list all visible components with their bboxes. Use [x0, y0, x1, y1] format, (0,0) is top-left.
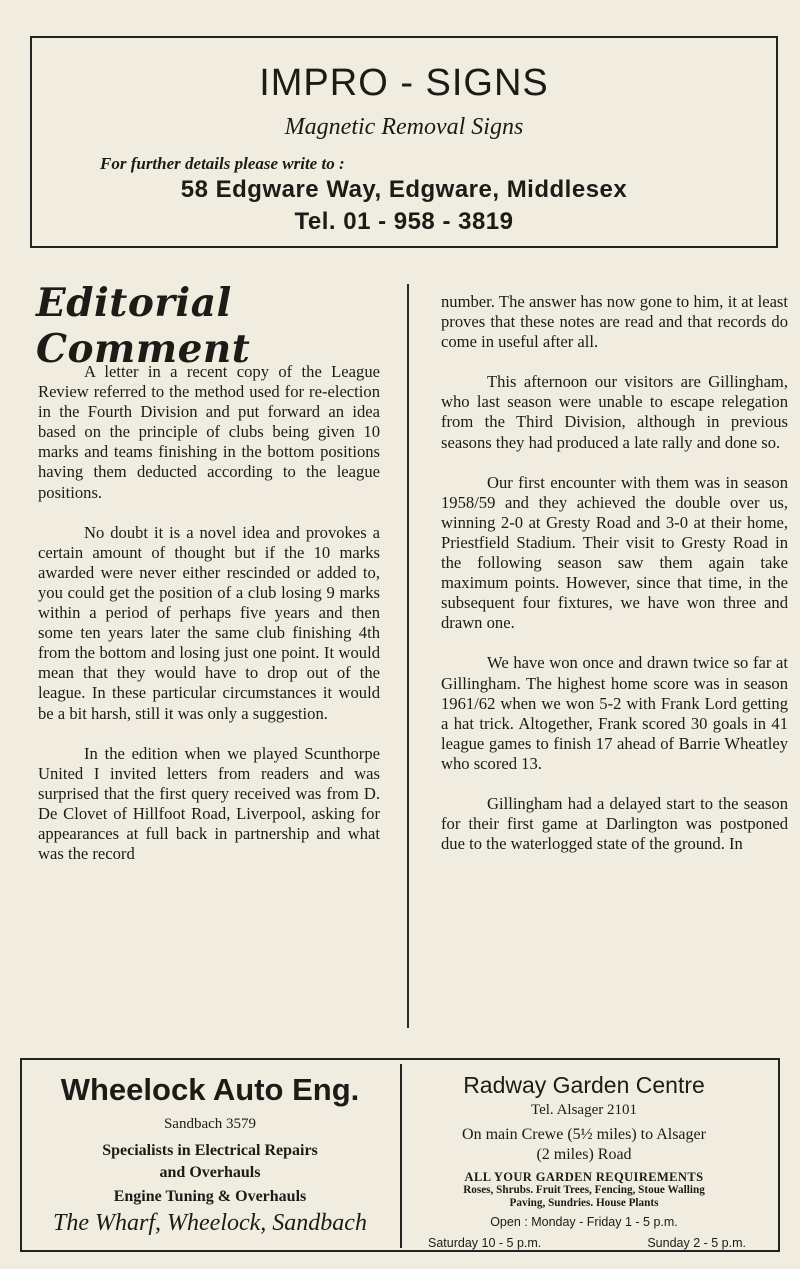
editorial-paragraph: In the edition when we played Scunthorpe United I invited letters from readers and was surprised that the first query received was from D. De Clovet of Hillfoot Road, Liverpool, asking for appearances at full back in partnership and what was the record	[38, 743, 380, 864]
editorial-paragraph: Gillingham had a delayed start to the season for their first game at Darlington was postponed due to the waterlogged state of the ground. In	[441, 793, 788, 854]
editorial-paragraph: A letter in a recent copy of the League Review referred to the method used for re-election in the Fourth Division and put forward an idea based on the principle of clubs being given 10 marks and teams finishing in the bottom positions having them deducted according to the league positions.	[38, 362, 380, 502]
radway-items-continued: Paving, Sundries. House Plants	[509, 1197, 659, 1209]
editorial-paragraph: This afternoon our visitors are Gillingham, who last season were unable to escape relegation from the Third Division, although in previous seasons they had produced a late rally and done so.	[441, 372, 788, 452]
editorial-heading: Editorial Comment	[36, 280, 251, 372]
wheelock-name: Wheelock Auto Eng.	[60, 1072, 360, 1107]
bottom-adverts	[20, 1058, 780, 1252]
radway-requirements: ALL YOUR GARDEN REQUIREMENTS	[464, 1170, 704, 1184]
radway-weekday-hours: Open : Monday - Friday 1 - 5 p.m.	[490, 1215, 678, 1229]
advert-telephone: Tel. 01 - 958 - 3819	[294, 208, 514, 235]
editorial-paragraph: number. The answer has now gone to him, it at least proves that these notes are read and that records do come in useful after all.	[441, 292, 788, 352]
advert-address: 58 Edgware Way, Edgware, Middlesex	[180, 176, 628, 203]
editorial-paragraph: We have won once and drawn twice so far at Gillingham. The highest home score was in season 1961/62 when we won 5-2 with Frank Lord getting a hat trick. Altogether, Frank scored 30 goals in 41 league games to finish 17 ahead of Barrie Wheatley who scored 13.	[441, 653, 788, 773]
column-divider	[407, 284, 409, 1028]
radway-route-continued: (2 miles) Road	[536, 1146, 632, 1163]
wheelock-specialism: Specialists in Electrical Repairs	[102, 1142, 318, 1159]
radway-telephone: Tel. Alsager 2101	[530, 1102, 637, 1118]
editorial-left-column	[38, 362, 380, 884]
advert-title: IMPRO - SIGNS	[259, 62, 549, 104]
radway-items: Roses, Shrubs. Fruit Trees, Fencing, Stoue Walling	[463, 1184, 705, 1196]
wheelock-specialism-continued: and Overhauls	[159, 1164, 261, 1181]
advert-subtitle: Magnetic Removal Signs	[284, 114, 524, 140]
impro-signs-advert	[30, 36, 778, 248]
advert-details-text: For further details please write to :	[100, 154, 345, 173]
editorial-paragraph: Our first encounter with them was in season 1958/59 and they achieved the double over us, winning 2-0 at Gresty Road and 3-0 at their home, Priestfield Stadium. Their visit to Gresty Road in the following season saw them again take maximum points. However, since that time, in the subsequent four fixtures, we have won three and drawn one.	[441, 472, 788, 633]
radway-sunday-hours: Sunday 2 - 5 p.m.	[647, 1236, 746, 1250]
editorial-paragraph: No doubt it is a novel idea and provokes a certain amount of thought but if the 10 marks awarded were never either rescinded or added to, you could get the position of a club losing 9 marks within a period of perhaps five years and then some ten years later the same club finishing 4th from the bottom and losing just one point. It would mean that they would have to drop out of the league. In these particular circumstances it would be a bit harsh, still it was only a suggestion.	[38, 522, 380, 723]
wheelock-tuning: Engine Tuning & Overhauls	[113, 1188, 307, 1205]
radway-route: On main Crewe (5½ miles) to Alsager	[462, 1126, 706, 1143]
editorial-right-column	[441, 292, 788, 874]
radway-name: Radway Garden Centre	[463, 1072, 705, 1098]
wheelock-phone: Sandbach 3579	[163, 1116, 257, 1132]
wheelock-address: The Wharf, Wheelock, Sandbach	[53, 1210, 367, 1236]
wheelock-advert	[24, 1062, 396, 1248]
radway-advert	[400, 1064, 766, 1248]
radway-saturday-hours: Saturday 10 - 5 p.m.	[428, 1236, 542, 1250]
